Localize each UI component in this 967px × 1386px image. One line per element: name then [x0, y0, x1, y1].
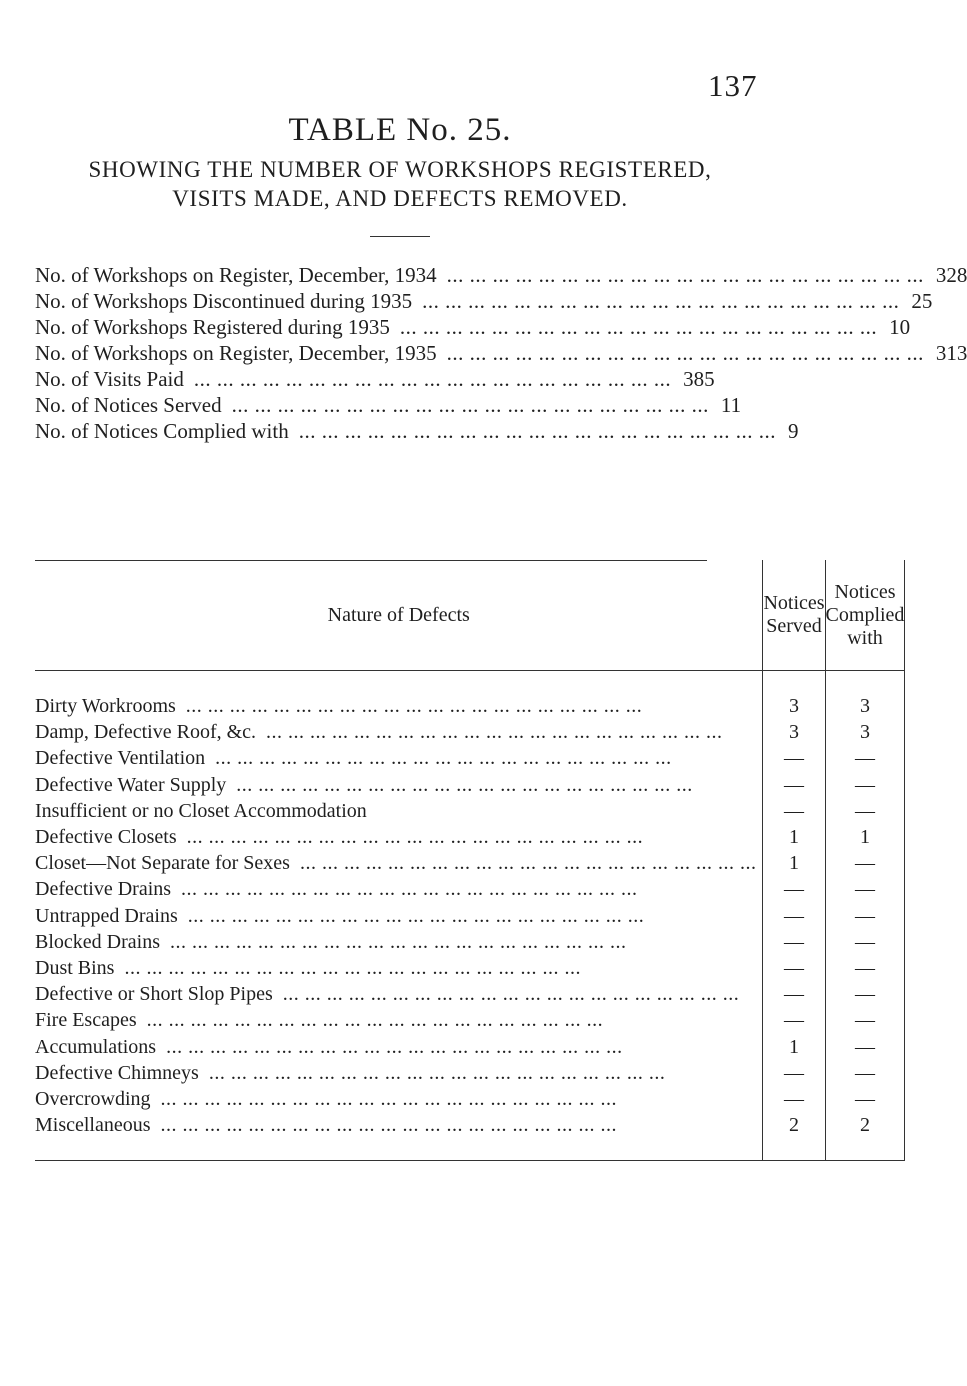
- nature-label: Defective Drains: [35, 878, 172, 901]
- nature-label: Defective Closets: [35, 826, 177, 849]
- leader-dots: ... ... ... ... ... ... ... ... ... ... ... ... ... ... ... ... ... ... ... ... ...: [181, 878, 638, 901]
- leader-dots: ... ... ... ... ... ... ... ... ... ... ... ... ... ... ... ... ... ... ... ... ...: [446, 263, 924, 287]
- nature-cell: [35, 1007, 763, 1033]
- summary-value: 25: [911, 289, 933, 313]
- complied-cell: 3: [825, 671, 905, 720]
- nature-label: Accumulations: [35, 1035, 157, 1058]
- served-cell: —: [763, 903, 825, 929]
- nature-cell: [35, 798, 763, 824]
- summary-row: [35, 392, 742, 418]
- leader-dots: ... ... ... ... ... ... ... ... ... ... ... ... ... ... ... ... ... ... ... ... ...: [166, 1035, 623, 1058]
- summary-row: [35, 262, 967, 288]
- table-row: [35, 671, 905, 720]
- nature-label: Dust Bins: [35, 956, 115, 979]
- summary-label: No. of Workshops Registered during 1935: [35, 315, 390, 339]
- complied-cell: —: [825, 876, 905, 902]
- served-cell: —: [763, 745, 825, 771]
- summary-value: 9: [787, 419, 799, 443]
- leader-dots: ... ... ... ... ... ... ... ... ... ... ... ... ... ... ... ... ... ... ... ... ...: [399, 315, 878, 339]
- table-row: [35, 1112, 905, 1161]
- leader-dots: ... ... ... ... ... ... ... ... ... ... ... ... ... ... ... ... ... ... ... ... ...: [187, 904, 645, 927]
- nature-label: Defective Water Supply: [35, 773, 227, 796]
- leader-dots: ... ... ... ... ... ... ... ... ... ... ... ... ... ... ... ... ... ... ... ... ...: [146, 1009, 604, 1032]
- served-cell: —: [763, 876, 825, 902]
- served-cell: 1: [763, 824, 825, 850]
- table-row: [35, 903, 905, 929]
- summary-label: No. of Workshops on Register, December, 1935: [35, 341, 437, 365]
- summary-row: [35, 314, 911, 340]
- summary-label: No. of Visits Paid: [35, 367, 184, 391]
- header-served-line: Notices: [763, 592, 825, 614]
- nature-label: Blocked Drains: [35, 930, 160, 953]
- complied-cell: —: [825, 798, 905, 824]
- complied-cell: —: [825, 1086, 905, 1112]
- served-cell: —: [763, 1060, 825, 1086]
- defects-table: [35, 560, 905, 1161]
- complied-cell: —: [825, 850, 905, 876]
- served-cell: —: [763, 981, 825, 1007]
- table-row: [35, 876, 905, 902]
- leader-dots: ... ... ... ... ... ... ... ... ... ... ... ... ... ... ... ... ... ... ... ... ...: [266, 721, 723, 744]
- nature-cell: [35, 671, 763, 720]
- complied-cell: 3: [825, 719, 905, 745]
- served-cell: 1: [763, 1033, 825, 1059]
- nature-label: Defective or Short Slop Pipes: [35, 983, 273, 1006]
- summary-value: 328: [935, 263, 967, 287]
- nature-cell: [35, 1086, 763, 1112]
- header-nature-label: Nature of Defects: [327, 603, 470, 626]
- divider: [370, 236, 430, 237]
- served-cell: —: [763, 955, 825, 981]
- summary-value: 10: [889, 315, 911, 339]
- page-title: TABLE No. 25.: [288, 112, 512, 148]
- nature-label: Fire Escapes: [35, 1009, 137, 1032]
- nature-cell: [35, 719, 763, 745]
- complied-cell: —: [825, 955, 905, 981]
- header-nature-of-defects: [35, 560, 763, 671]
- leader-dots: ... ... ... ... ... ... ... ... ... ... ... ... ... ... ... ... ... ... ... ... ...: [299, 852, 757, 875]
- served-cell: 3: [763, 671, 825, 720]
- leader-dots: ... ... ... ... ... ... ... ... ... ... ... ... ... ... ... ... ... ... ... ... ...: [215, 747, 672, 770]
- table-row: [35, 772, 905, 798]
- leader-dots: ... ... ... ... ... ... ... ... ... ... ... ... ... ... ... ... ... ... ... ... ...: [186, 826, 644, 849]
- table-row: [35, 719, 905, 745]
- served-cell: —: [763, 929, 825, 955]
- summary-label: No. of Notices Complied with: [35, 419, 289, 443]
- subtitle-line-1: SHOWING THE NUMBER OF WORKSHOPS REGISTERED,: [88, 157, 712, 182]
- table-row: [35, 981, 905, 1007]
- leader-dots: ... ... ... ... ... ... ... ... ... ... ... ... ... ... ... ... ... ... ... ... ...: [298, 419, 776, 443]
- nature-cell: [35, 745, 763, 771]
- summary-label: No. of Workshops on Register, December, 1934: [35, 263, 437, 287]
- header-served-line: Served: [766, 615, 822, 637]
- nature-label: Overcrowding: [35, 1087, 151, 1110]
- table-row: [35, 824, 905, 850]
- leader-dots: ... ... ... ... ... ... ... ... ... ... ... ... ... ... ... ... ... ... ... ... ...: [193, 367, 672, 391]
- table-row: [35, 1086, 905, 1112]
- nature-cell: [35, 824, 763, 850]
- nature-cell: [35, 1060, 763, 1086]
- served-cell: —: [763, 798, 825, 824]
- summary-row: [35, 288, 933, 314]
- complied-cell: —: [825, 745, 905, 771]
- summary-label: No. of Notices Served: [35, 393, 222, 417]
- table-row: [35, 745, 905, 771]
- complied-cell: —: [825, 1033, 905, 1059]
- complied-cell: —: [825, 772, 905, 798]
- served-cell: —: [763, 772, 825, 798]
- table-row: [35, 1007, 905, 1033]
- nature-cell: [35, 850, 763, 876]
- nature-label: Closet—Not Separate for Sexes: [35, 852, 290, 875]
- nature-label: Untrapped Drains: [35, 904, 178, 927]
- table-row: [35, 850, 905, 876]
- header-complied-line: Notices: [834, 580, 896, 603]
- complied-cell: —: [825, 1007, 905, 1033]
- table-row: [35, 1033, 905, 1059]
- nature-cell: [35, 1112, 763, 1161]
- leader-dots: ... ... ... ... ... ... ... ... ... ... ... ... ... ... ... ... ... ... ... ... ...: [282, 983, 740, 1006]
- complied-cell: —: [825, 1060, 905, 1086]
- subtitle-line-2: VISITS MADE, AND DEFECTS REMOVED.: [172, 186, 628, 211]
- summary-value: 385: [683, 367, 715, 391]
- complied-cell: —: [825, 981, 905, 1007]
- nature-label: Damp, Defective Roof, &c.: [35, 721, 257, 744]
- nature-cell: [35, 772, 763, 798]
- served-cell: 1: [763, 850, 825, 876]
- header-complied-line: with: [847, 626, 883, 649]
- leader-dots: ... ... ... ... ... ... ... ... ... ... ... ... ... ... ... ... ... ... ... ... ...: [169, 930, 627, 953]
- leader-dots: ... ... ... ... ... ... ... ... ... ... ... ... ... ... ... ... ... ... ... ... ...: [422, 289, 900, 313]
- leader-dots: ... ... ... ... ... ... ... ... ... ... ... ... ... ... ... ... ... ... ... ... ...: [231, 393, 709, 417]
- nature-cell: [35, 903, 763, 929]
- workshop-summary-list: [35, 262, 967, 444]
- summary-value: 11: [720, 393, 742, 417]
- nature-label: Miscellaneous: [35, 1114, 151, 1137]
- served-cell: —: [763, 1086, 825, 1112]
- nature-cell: [35, 876, 763, 902]
- leader-dots: ... ... ... ... ... ... ... ... ... ... ... ... ... ... ... ... ... ... ... ... ...: [160, 1114, 618, 1137]
- nature-cell: [35, 981, 763, 1007]
- summary-row: [35, 418, 799, 444]
- nature-label: Dirty Workrooms: [35, 695, 176, 718]
- served-cell: 2: [763, 1112, 825, 1161]
- table-row: [35, 1060, 905, 1086]
- summary-label: No. of Workshops Discontinued during 1935: [35, 289, 413, 313]
- complied-cell: —: [825, 903, 905, 929]
- leader-dots: ... ... ... ... ... ... ... ... ... ... ... ... ... ... ... ... ... ... ... ... ...: [124, 956, 581, 979]
- nature-label: Defective Ventilation: [35, 747, 206, 770]
- nature-label: Defective Chimneys: [35, 1061, 199, 1084]
- header-notices-served: [763, 560, 825, 671]
- summary-row: [35, 366, 715, 392]
- table-row: [35, 929, 905, 955]
- table-header-row: [35, 560, 905, 671]
- nature-cell: [35, 929, 763, 955]
- nature-cell: [35, 1033, 763, 1059]
- table-row: [35, 798, 905, 824]
- leader-dots: ... ... ... ... ... ... ... ... ... ... ... ... ... ... ... ... ... ... ... ... ...: [160, 1087, 618, 1110]
- served-cell: 3: [763, 719, 825, 745]
- summary-row: [35, 340, 967, 366]
- header-notices-complied-with: [825, 560, 905, 671]
- served-cell: —: [763, 1007, 825, 1033]
- page-number: 137: [708, 68, 758, 103]
- leader-dots: ... ... ... ... ... ... ... ... ... ... ... ... ... ... ... ... ... ... ... ... ...: [185, 695, 643, 718]
- table-row: [35, 955, 905, 981]
- nature-cell: [35, 955, 763, 981]
- complied-cell: 2: [825, 1112, 905, 1161]
- complied-cell: —: [825, 929, 905, 955]
- complied-cell: 1: [825, 824, 905, 850]
- leader-dots: ... ... ... ... ... ... ... ... ... ... ... ... ... ... ... ... ... ... ... ... ...: [236, 773, 693, 796]
- leader-dots: ... ... ... ... ... ... ... ... ... ... ... ... ... ... ... ... ... ... ... ... ...: [208, 1061, 666, 1084]
- leader-dots: ... ... ... ... ... ... ... ... ... ... ... ... ... ... ... ... ... ... ... ... ...: [446, 341, 924, 365]
- header-complied-line: Complied: [825, 603, 905, 626]
- summary-value: 313: [935, 341, 967, 365]
- nature-label: Insufficient or no Closet Accommodation: [35, 799, 367, 822]
